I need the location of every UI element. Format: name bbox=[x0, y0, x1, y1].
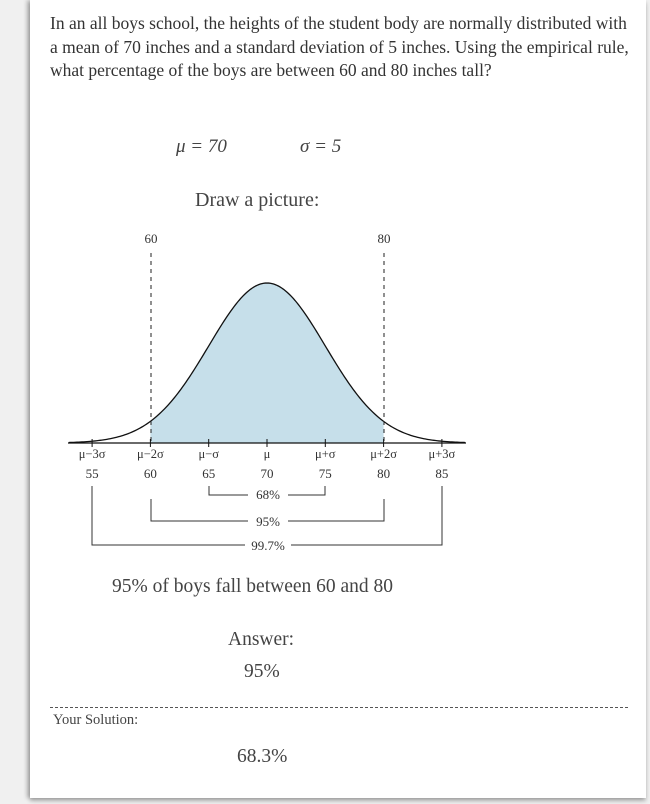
value-tick-label: 80 bbox=[377, 466, 391, 481]
value-tick-label: 85 bbox=[435, 466, 449, 481]
value-tick-label: 75 bbox=[318, 466, 332, 481]
sigma-tick-label: μ+σ bbox=[315, 447, 336, 461]
sigma-tick-label: μ−σ bbox=[198, 447, 219, 461]
sd-parameter: σ = 5 bbox=[300, 136, 342, 157]
value-tick-label: 55 bbox=[85, 466, 99, 481]
shaded-area bbox=[150, 283, 383, 443]
marker-60-label: 60 bbox=[144, 231, 158, 246]
bracket-label-95: 95% bbox=[256, 514, 280, 529]
sigma-tick-label: μ+2σ bbox=[370, 447, 397, 461]
bracket-95-left bbox=[151, 499, 248, 521]
value-tick-label: 70 bbox=[260, 466, 274, 481]
your-solution-label: Your Solution: bbox=[53, 712, 139, 728]
mean-parameter: μ = 70 bbox=[176, 136, 227, 157]
draw-picture-heading: Draw a picture: bbox=[195, 189, 320, 211]
marker-80-label: 80 bbox=[377, 231, 391, 246]
answer-value: 95% bbox=[244, 661, 280, 682]
sigma-tick-label: μ bbox=[263, 447, 271, 461]
conclusion-text: 95% of boys fall between 60 and 80 bbox=[112, 576, 394, 597]
sigma-tick-label: μ−2σ bbox=[137, 447, 164, 461]
bracket-68-right bbox=[288, 486, 325, 495]
bracket-68-left bbox=[209, 486, 248, 495]
sigma-tick-label: μ+3σ bbox=[428, 447, 456, 461]
value-tick-label: 65 bbox=[202, 466, 216, 481]
your-solution-value: 68.3% bbox=[237, 746, 288, 767]
sigma-tick-label: μ−3σ bbox=[78, 447, 106, 461]
bracket-95-right bbox=[288, 499, 384, 521]
bracket-label-997: 99.7% bbox=[251, 538, 285, 553]
value-tick-label: 60 bbox=[143, 466, 157, 481]
question-text: In an all boys school, the heights of the student body are normally distributed with a mean of 70 inches and a standard deviation of 5 inches. Using the empirical rule, what percentage of the boys are between 60 and 80 inches tall? bbox=[50, 13, 629, 80]
answer-label: Answer: bbox=[228, 629, 295, 650]
solution-divider bbox=[50, 707, 628, 708]
bracket-label-68: 68% bbox=[256, 487, 280, 502]
